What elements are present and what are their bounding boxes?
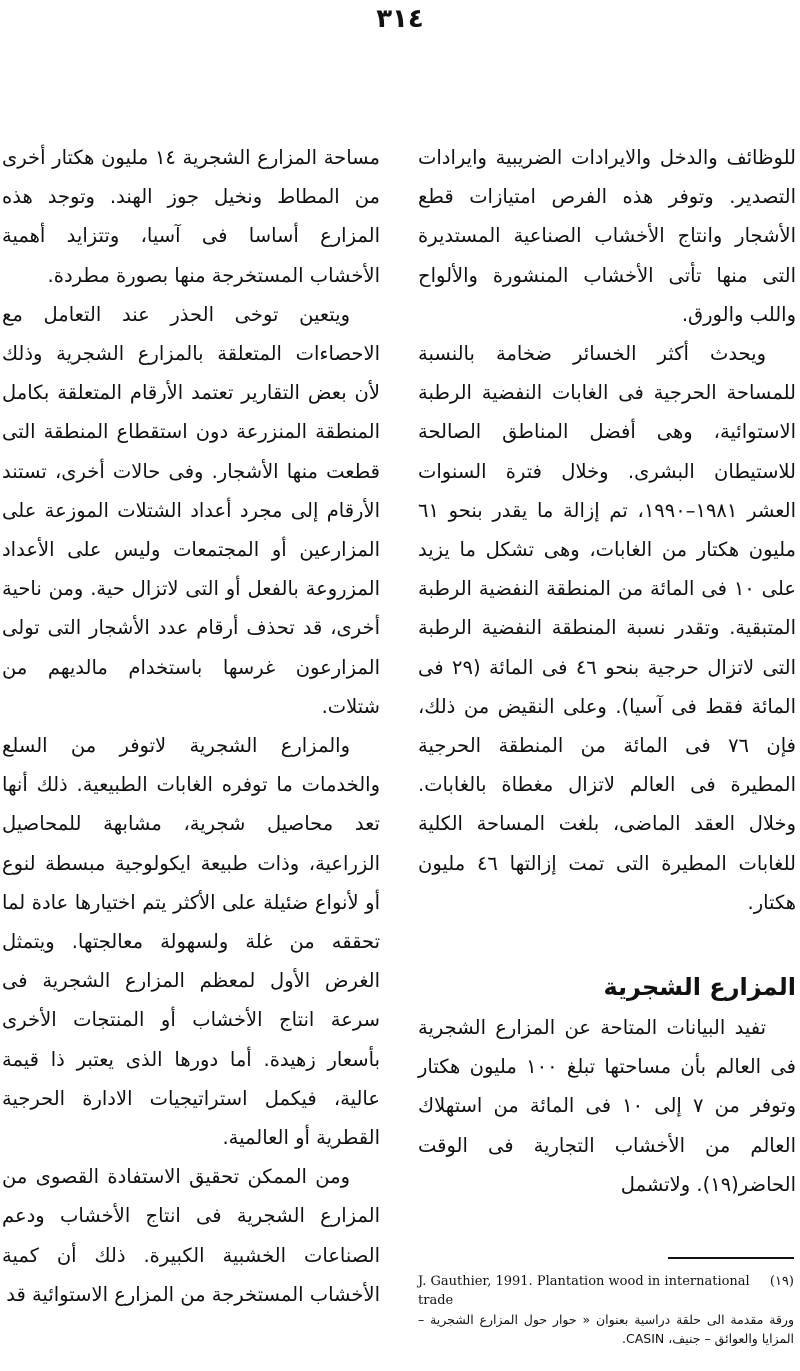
left-paragraph-1: مساحة المزارع الشجرية ١٤ مليون هكتار أخرى من المطاط ونخيل جوز الهند. وتوجد هذه المزارع أساسا فى آسيا، وتتزايد أهمية الأخشاب المستخرجة منها بصورة مطردة.	[2, 146, 380, 287]
section-heading: المزارع الشجرية	[603, 973, 796, 1002]
left-column	[2, 138, 380, 1314]
left-paragraph-4: ومن الممكن تحقيق الاستفادة القصوى من المزارع الشجرية فى انتاج الأخشاب ودعم الصناعات الخشبية الكبيرة. ذلك أن كمية الأخشاب المستخرجة من المزارع الاستوائية قد	[2, 1165, 380, 1306]
footnotes	[418, 1272, 794, 1348]
left-paragraph-3: والمزارع الشجرية لاتوفر من السلع والخدمات ما توفره الغابات الطبيعية. ذلك أنها تعد محاصيل شجرية، مشابهة للمحاصيل الزراعية، وذات طبيعة ايكولوجية مبسطة لنوع أو لأنواع ضئيلة على الأكثر يتم اختيارها عادة لما تحققه من غلة ولسهولة معالجتها. ويتمثل الغرض الأول لمعظم المزارع الشجرية فى سرعة انتاج الأخشاب أو المنتجات الأخرى بأسعار زهيدة. أما دورها الذى يعتبر ذا قيمة عالية، فيكمل استراتيجيات الادارة الحرجية القطرية أو العالمية.	[2, 734, 380, 1150]
right-column	[418, 138, 796, 1204]
footnote-arabic: ورقة مقدمة الى حلقة دراسية بعنوان « حوار حول المزارع الشجرية – المزايا والعوائق – جنيف، CASIN.	[418, 1312, 794, 1346]
left-paragraph-2: ويتعين توخى الحذر عند التعامل مع الاحصاءات المتعلقة بالمزارع الشجرية وذلك لأن بعض التقارير تعتمد الأرقام المتعلقة بكامل المنطقة المنزرعة دون استقطاع المنطقة التى قطعت منها الأشجار. وفى حالات أخرى، تستند الأرقام إلى مجرد أعداد الشتلات الموزعة على المزارعين أو المجتمعات وليس على الأعداد المزروعة بالفعل أو التى لاتزال حية. ومن ناحية أخرى، قد تحذف أرقام عدد الأشجار التى تولى المزارعون غرسها باستخدام مالديهم من شتلات.	[2, 302, 380, 718]
footnote-number: (١٩)	[769, 1274, 794, 1289]
page-number: ٣١٤	[376, 4, 424, 34]
right-paragraph-1: للوظائف والدخل والايرادات الضريبية وايرادات التصدير. وتوفر هذه الفرص امتيازات قطع الأشجار وانتاج الأخشاب الصناعية المستديرة التى منها تأتى الأخشاب المنشورة والألواح واللب والورق.	[418, 146, 796, 326]
right-paragraph-2: ويحدث أكثر الخسائر ضخامة بالنسبة للمساحة الحرجية فى الغابات النفضية الرطبة الاستوائية، وهى أفضل المناطق الصالحة للاستيطان البشرى. وخلال فترة السنوات العشر ١٩٨١–١٩٩٠، تم إزالة ما يقدر بنحو ٦١ مليون هكتار من الغابات، وهى تشكل ما يزيد على ١٠ فى المائة من المنطقة النفضية الرطبة المتبقية. وتقدر نسبة المنطقة النفضية الرطبة التى لاتزال حرجية بنحو ٤٦ فى المائة (٢٩ فى المائة فقط فى آسيا). وعلى النقيض من ذلك، فإن ٧٦ فى المائة من المنطقة الحرجية المطيرة فى العالم لاتزال مغطاة بالغابات. وخلال العقد الماضى، بلغت المساحة الكلية للغابات المطيرة التى تمت إزالتها ٤٦ مليون هكتار.	[418, 342, 796, 914]
footnote-divider	[668, 1257, 794, 1259]
footnote-latin-text: J. Gauthier, 1991. Plantation wood in international trade	[418, 1274, 750, 1308]
section-paragraph: تفيد البيانات المتاحة عن المزارع الشجرية فى العالم بأن مساحتها تبلغ ١٠٠ مليون هكتار وتوفر من ٧ إلى ١٠ فى المائة من استهلاك العالم من الأخشاب التجارية فى الوقت الحاضر(١٩). ولاتشمل	[418, 1016, 797, 1196]
footnote-latin	[418, 1272, 794, 1310]
